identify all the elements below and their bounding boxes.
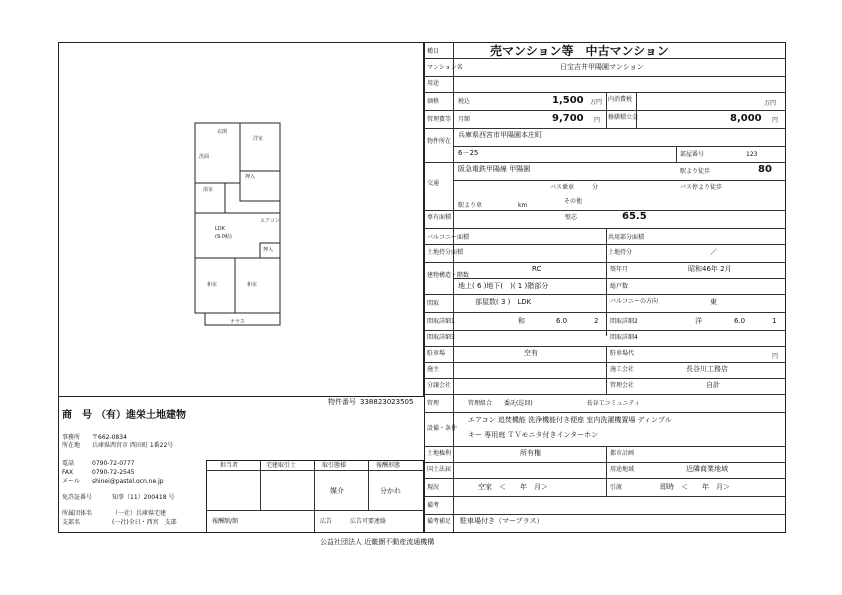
label-management-company: 管理会社 — [610, 382, 635, 389]
detail-1-floor: 2 — [594, 317, 599, 325]
builder: 長谷川工務店 — [686, 365, 728, 373]
agent-mediation: 媒介 — [330, 487, 344, 495]
label-type: 種目 — [427, 48, 440, 55]
room-label-ldk-size: (9.0帖) — [215, 234, 232, 240]
label-layout-detail-3: 間取詳細3 — [427, 334, 455, 341]
agent-mail-label: メール — [62, 478, 80, 485]
label-parking-fee: 駐車場代 — [610, 350, 635, 357]
bus-walk: バス停より徒歩 — [680, 184, 723, 191]
label-room-no: 部屋番号 — [680, 151, 705, 158]
agent-head-licensed: 宅建取引士 — [266, 462, 297, 469]
repair-reserve-unit: 円 — [772, 117, 779, 124]
label-equipment: 設備・条件 — [427, 425, 458, 432]
detail-2-size: 6.0 — [734, 317, 746, 325]
room-label-aircon: エアコン — [260, 218, 280, 224]
label-layout: 間取 — [427, 300, 440, 307]
structure: RC — [532, 265, 542, 273]
agent-group-label: 所属団体名 — [62, 510, 93, 517]
internal-tax-unit: 万円 — [764, 100, 777, 107]
label-repair-reserve: 修繕積立金 — [608, 114, 639, 121]
label-direction: バルコニーの方向 — [610, 298, 659, 305]
station-car: 駅より車 km — [458, 202, 528, 209]
management-fee-unit: 円 — [594, 117, 601, 124]
built: 昭和46年 2月 — [688, 265, 732, 273]
agent-head-fee: 報酬形態 — [376, 462, 401, 469]
agent-group: （一社）兵庫県宅建 — [112, 510, 167, 517]
label-balcony-area: バルコニー面積 — [427, 234, 470, 241]
label-seller: 分譲会社 — [427, 382, 452, 389]
label-notes: 備考 — [427, 502, 440, 509]
room-label-terrace: テラス — [230, 319, 245, 325]
agent-fee-label: 報酬額/額 — [212, 518, 239, 525]
agent-license: 知事（11）200418 号 — [112, 494, 175, 501]
agent-tel-label: 電話 — [62, 460, 75, 467]
label-monthly: 月額 — [458, 116, 471, 123]
label-price: 価格 — [427, 98, 440, 105]
current: 空家 ＜ 年 月＞ — [478, 483, 548, 491]
label-internal-tax: 内消費税 — [608, 96, 633, 103]
label-urban-plan: 都市計画 — [610, 450, 635, 457]
label-land-rights: 土地持分面積 — [427, 249, 464, 256]
agent-ad: 広告可要連絡 — [350, 518, 387, 525]
label-zoning: 用途地域 — [610, 466, 635, 473]
label-owner: 施主 — [427, 366, 440, 373]
label-layout-detail-4: 間取詳細4 — [610, 334, 638, 341]
parking: 空有 — [524, 349, 538, 357]
equipment-line-1: エアコン 追焚機能 洗浄機能付き便座 室内洗濯機置場 ディンプル — [468, 416, 672, 424]
floorplan-drawing — [185, 118, 295, 333]
delivery: 即時 ＜ 年 月＞ — [660, 483, 730, 491]
direction: 東 — [710, 298, 717, 306]
room-label-entrance: 玄関 — [217, 129, 228, 135]
mansion-name: 日宝吉井甲陽園マンション — [560, 63, 644, 71]
area-type: 壁芯 — [565, 214, 578, 221]
repair-reserve: 8,000 — [730, 113, 762, 124]
agent-branch-label: 支部名 — [62, 519, 81, 526]
room-label-japanese-2: 和室 — [247, 282, 258, 288]
agent-name-label: 商 号 — [62, 410, 92, 421]
label-management-fee: 管理費等 — [427, 116, 452, 123]
label-location: 物件所在 — [427, 138, 452, 145]
agent-ad-label: 広告 — [320, 518, 333, 525]
room-label-western: 洋室 — [253, 136, 264, 142]
label-land-share: 土地持分 — [608, 249, 633, 256]
label-land-rights-kind: 土地権利 — [427, 450, 452, 457]
label-remarks: 備考補足 — [427, 518, 452, 525]
room-label-closet: 押入 — [263, 247, 274, 253]
room-label-ldk: LDK — [215, 226, 225, 232]
agent-license-label: 免許証番号 — [62, 494, 93, 501]
management-fee: 9,700 — [552, 113, 584, 124]
agent-mail: shinei@pastel.ocn.ne.jp — [92, 478, 164, 485]
label-construction: 建物構造・階数 — [427, 272, 470, 279]
agent-office: 〒662-0834 — [92, 434, 127, 441]
label-built: 築年月 — [610, 266, 629, 273]
label-mansion-name: マンション名 — [427, 64, 463, 71]
label-delivery: 引渡 — [610, 484, 623, 491]
room-label-storage: 押入 — [245, 174, 256, 180]
label-management: 管理 — [427, 400, 440, 407]
walk-min: 80 — [758, 164, 772, 175]
label-exclusive-area: 専有面積 — [427, 214, 452, 221]
room-label-bath: 浴室 — [203, 187, 214, 193]
label-builder: 施工会社 — [610, 366, 635, 373]
detail-1-kind: 和 — [518, 317, 525, 325]
floors: 地上( 6 )地下( )( 1 )階部分 — [458, 282, 549, 290]
label-parking: 駐車場 — [427, 350, 446, 357]
agent-branch: (一社)全日・西宮 支部 — [112, 519, 177, 526]
bus-ride: バス乗車 分 — [550, 184, 599, 191]
label-common-area: 共用部分面積 — [608, 234, 645, 241]
label-layout-detail-1: 間取詳細1 — [427, 318, 455, 325]
management-company: 自計 — [706, 381, 720, 389]
agent-address: 兵庫県西宮市 西田町 1番22号 — [92, 442, 174, 449]
agent-name: （有）進栄土地建物 — [96, 410, 186, 421]
detail-2-kind: 洋 — [695, 317, 702, 325]
agent-office-label: 事務所 — [62, 434, 81, 441]
room-label-washroom: 洗面 — [199, 154, 210, 160]
zoning: 近隣商業地域 — [686, 465, 728, 473]
exclusive-area: 65.5 — [622, 211, 647, 222]
rooms: 部屋数( 3 ) LDK — [475, 298, 532, 306]
agent-head-staff: 担当者 — [220, 462, 239, 469]
agent-head-mode: 取引態様 — [322, 462, 347, 469]
detail-1-size: 6.0 — [556, 317, 568, 325]
label-layout-detail-2: 間取詳細2 — [610, 318, 638, 325]
agent-tel: 0790-72-0777 — [92, 460, 135, 467]
page-title: 売マンション等 中古マンション — [490, 44, 669, 58]
room-label-japanese-1: 和室 — [207, 282, 218, 288]
parking-fee-unit: 円 — [772, 353, 779, 360]
land-rights-kind: 所有権 — [520, 449, 541, 457]
label-walk: 駅より徒歩 — [680, 168, 711, 175]
agent-address-label: 所在地 — [62, 442, 81, 449]
price-unit: 万円 — [590, 99, 603, 106]
agent-id-label: 物件番号 — [328, 398, 356, 406]
equipment-line-2: キー 専用庭 ＴＶモニタ付きインターホン — [468, 431, 599, 439]
land-share: ／ — [710, 248, 717, 256]
detail-2-floor: 1 — [772, 317, 777, 325]
agent-id: 338823023505 — [360, 398, 414, 406]
management: 管理組合 委託(巡回) 長谷工コミュニティ — [468, 400, 641, 407]
agent-fax-label: FAX — [62, 469, 74, 476]
transport-line: 阪急電鉄甲陽線 甲陽園 — [458, 165, 531, 173]
label-total-units: 総戸数 — [610, 283, 629, 290]
footer-org: 公益社団法人 近畿圏不動産流通機構 — [320, 538, 435, 546]
remarks: 駐車場付き（マーブラス） — [460, 517, 544, 525]
agent-fax: 0790-72-2545 — [92, 469, 135, 476]
agent-split: 分かれ — [380, 487, 401, 495]
room-no: 123 — [746, 151, 758, 158]
other-label: その他 — [564, 198, 583, 205]
address-2: 6－25 — [458, 149, 479, 157]
label-tax: 税込 — [458, 98, 471, 105]
label-current: 現況 — [427, 484, 440, 491]
address-1: 兵庫県西宮市甲陽園本庄町 — [458, 131, 542, 139]
label-transport: 交通 — [427, 180, 440, 187]
price-value: 1,500 — [552, 95, 584, 106]
label-usage: 用途 — [427, 80, 440, 87]
label-land-use-law: 国土法届 — [427, 466, 452, 473]
